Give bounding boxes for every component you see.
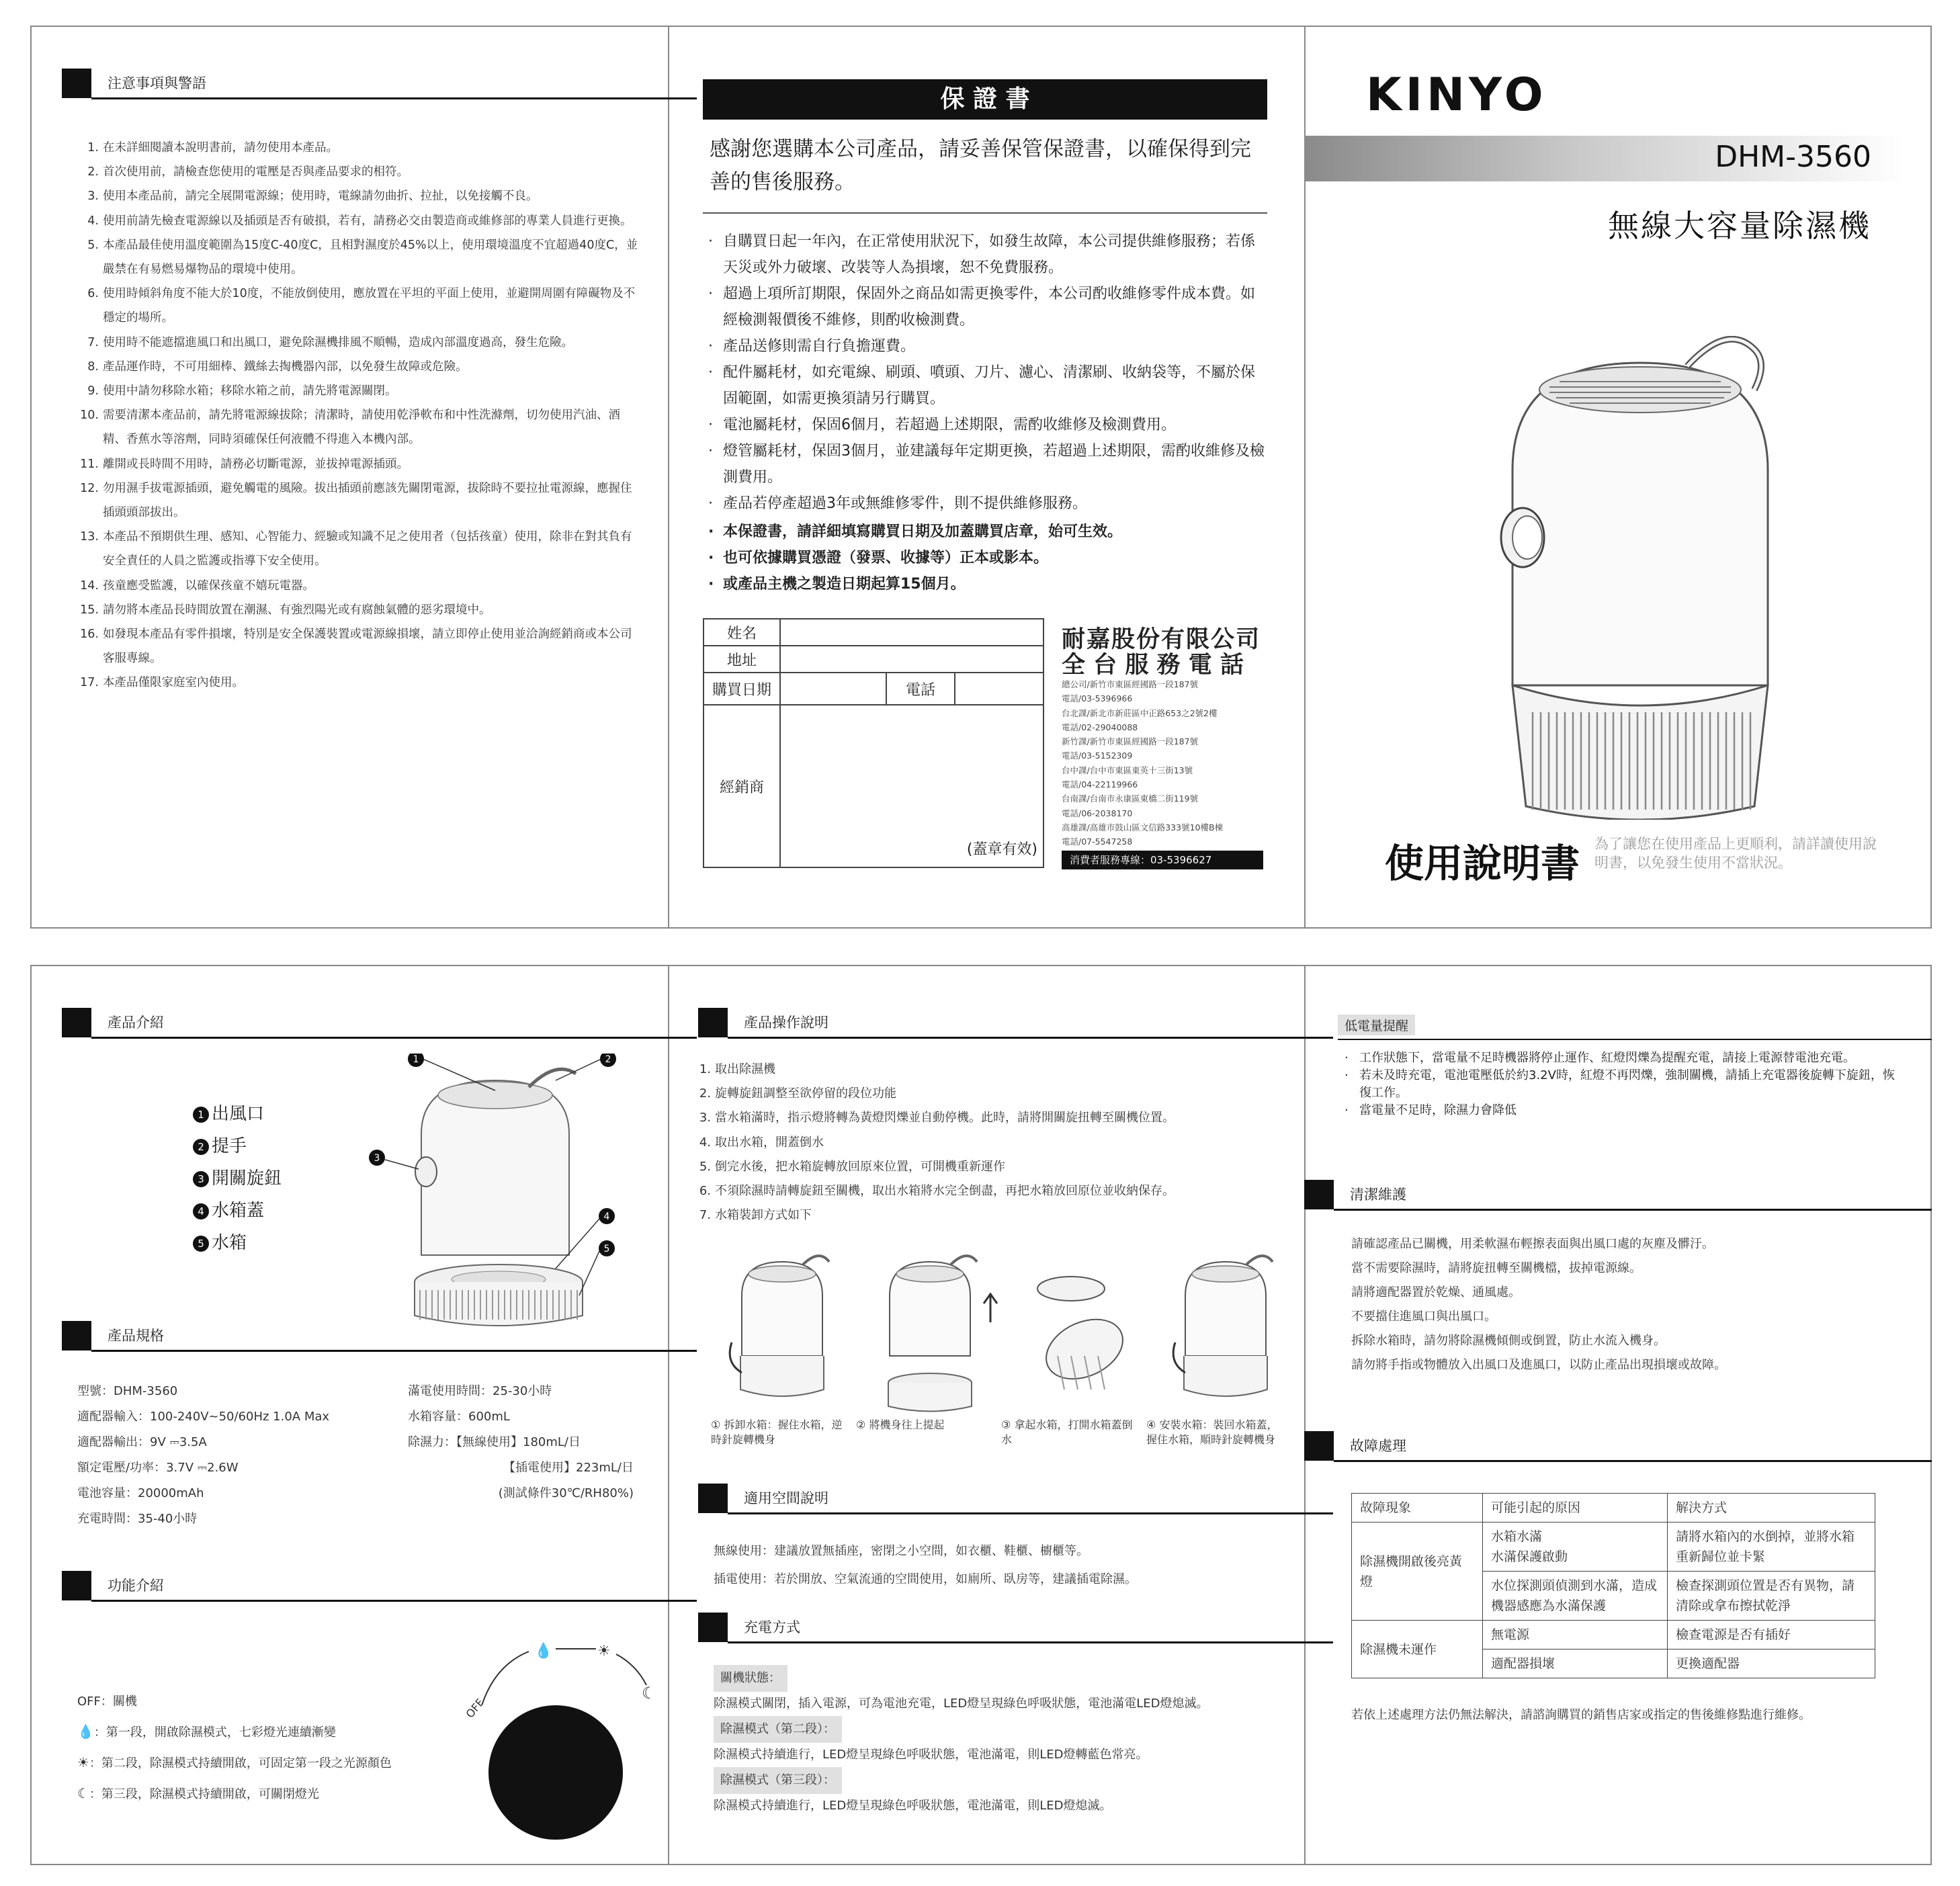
text-line: 台北課/新北市新莊區中正路653之2號2樓 [1062, 708, 1218, 718]
list-item [692, 1155, 1283, 1179]
text-line: 不要擋住進風口與出風口。 [1351, 1310, 1496, 1324]
item-number: 6. [87, 287, 99, 301]
drop-icon: 💧 [534, 1643, 553, 1660]
item-number: 4. [87, 214, 99, 228]
list-item [80, 525, 642, 573]
warranty-title: 保 證 書 [703, 79, 1267, 120]
spec-line: 除濕力：【無線使用】180mL/日 [408, 1435, 581, 1449]
list-item: · 燈管屬耗材，保固3個月，並建議每年定期更換，若超過上述期限，需酌收維修及檢測費用。 [708, 438, 1266, 490]
list-item: · 配件屬耗材，如充電線、刷頭、噴頭、刀片、濾心、清潔刷、收納袋等，不屬於保固範圍，如需更換須請另行購買。 [708, 359, 1266, 412]
item-text: 本產品僅限家庭室內使用。 [103, 676, 244, 690]
caption-number: ③ [1001, 1418, 1015, 1431]
list-item [80, 574, 642, 598]
item-text: 產品運作時，不可用細棒、鐵絲去掏機器內部，以免發生故障或危險。 [103, 359, 468, 374]
section-title: 故障處理 [1350, 1438, 1406, 1454]
tank-step-figure [1173, 1256, 1273, 1396]
function-mode1 [77, 1723, 336, 1740]
th-cause: 可能引起的原因 [1483, 1494, 1668, 1523]
cause-tank-full: 水箱水滿 水滿保護啟動 [1483, 1523, 1668, 1572]
warranty-form [703, 618, 1044, 868]
list-item [80, 379, 642, 403]
cleaning-lines [1351, 1232, 1726, 1377]
item-text: 取出水箱，開蓋倒水 [715, 1135, 824, 1150]
svg-text:3: 3 [374, 1153, 380, 1164]
text-line: 電話/02-29040088 [1062, 722, 1138, 732]
spec-line: 滿電使用時間：25-30小時 [408, 1384, 552, 1398]
list-item: · 當電量不足時，除濕力會降低 [1345, 1102, 1895, 1119]
section-title: 清潔維護 [1350, 1187, 1406, 1203]
text-line: 電話/06-2038170 [1062, 808, 1133, 818]
item-number: 13. [80, 530, 99, 544]
section-title: 注意事項與警語 [108, 75, 206, 91]
parts-list [193, 1098, 282, 1259]
function-mode2 [77, 1754, 392, 1771]
mode1-text: ：第一段，開啟除濕模式，七彩燈光連續漸變 [93, 1725, 336, 1740]
charge-mode-text: 除濕模式持續進行，LED燈呈現綠色呼吸狀態，電池滿電，則LED燈轉藍色常亮。 [714, 1748, 1148, 1762]
form-date-field[interactable] [780, 673, 886, 705]
spec-list-left [77, 1379, 329, 1532]
text-line: 新竹課/新竹市東區經國路一段187號 [1062, 736, 1199, 747]
section-title: 產品規格 [108, 1328, 164, 1344]
list-item: · 若未及時充電，電池電壓低於約3.2V時，紅燈不再閃爍，強制關機，請插上充電器後旋轉下旋鈕，恢復工作。 [1345, 1067, 1895, 1102]
trouble-footer: 若依上述處理方法仍無法解決，請諮詢購買的銷售店家或指定的售後維修點進行維修。 [1351, 1708, 1811, 1722]
item-number: 3. [699, 1111, 711, 1125]
list-item [692, 1058, 1283, 1082]
list-item [692, 1082, 1283, 1106]
item-number: 8. [87, 359, 99, 374]
dial-off-label: OFF [463, 1696, 486, 1721]
list-item: · 也可依據購買憑證（發票、收據等）正本或影本。 [708, 545, 1266, 571]
item-text: 水箱裝卸方式如下 [715, 1208, 812, 1223]
text-line: 適配器輸入：100-240V~50/60Hz 1.0A Max [77, 1410, 330, 1424]
list-item [80, 476, 642, 525]
part-label: 水箱蓋 [212, 1201, 265, 1221]
form-dealer-label: 經銷商 [704, 705, 780, 867]
text-line: 型號：DHM-3560 [77, 1384, 178, 1398]
item-text: 當水箱滿時，指示燈將轉為黃燈閃爍並自動停機。此時，請將開關旋扭轉至關機位置。 [715, 1111, 1175, 1125]
manual-title: 使用說明書 [1385, 841, 1580, 886]
list-item [80, 184, 642, 208]
mode-label: 除濕模式（第二段）： [714, 1716, 842, 1743]
list-item [80, 622, 642, 671]
text-line: 電話/07-5547258 [1062, 837, 1133, 847]
part-number: 1 [193, 1107, 209, 1123]
text-line: 總公司/新竹市東區經國路一段187號 [1062, 679, 1199, 689]
tank-steps-illustration [708, 1248, 1286, 1416]
item-text: 首次使用前，請檢查您使用的電壓是否與產品要求的相符。 [103, 165, 409, 179]
text-line: 請確認產品已關機，用柔軟濕布輕擦表面與出風口處的灰塵及髒汙。 [1351, 1237, 1714, 1251]
intro-panel [32, 966, 668, 1864]
item-text: 倒完水後，把水箱旋轉放回原來位置，可開機重新運作 [715, 1159, 1005, 1174]
notice-list [80, 136, 642, 695]
symptom-yellow-light: 除濕機開啟後亮黃燈 [1352, 1523, 1483, 1621]
tank-step-figure [888, 1256, 997, 1411]
text-line: 額定電壓/功率：3.7V ⎓2.6W [77, 1461, 239, 1475]
brand-logo: KINYO [1366, 69, 1547, 122]
item-number: 5. [87, 238, 99, 252]
text-line: 適配器輸出：9V ⎓3.5A [77, 1435, 207, 1449]
step-caption [711, 1418, 845, 1447]
item-number: 17. [80, 676, 99, 690]
text-line: 充電時間：35-40小時 [77, 1512, 198, 1526]
divider [703, 212, 1267, 214]
sun-icon: ☀ [77, 1754, 89, 1770]
item-number: 1. [87, 141, 99, 155]
part-label: 出風口 [212, 1104, 265, 1124]
item-text: 離開或長時間不用時，請務必切斷電源，並拔掉電源插頭。 [103, 457, 409, 471]
list-item: · 產品送修則需自行負擔運費。 [708, 333, 1266, 359]
section-header [698, 1008, 1333, 1035]
text-line: 電話/03-5152309 [1062, 751, 1133, 761]
cause-no-power: 無電源 [1483, 1621, 1668, 1649]
section-header [698, 1613, 1333, 1639]
form-dealer-field[interactable] [780, 705, 1043, 867]
item-number: 7. [87, 335, 99, 349]
item-text: 孩童應受監護，以確保孩童不嬉玩電器。 [103, 578, 314, 593]
list-item: · 超過上項所訂期限，保固外之商品如需更換零件，本公司酌收維修零件成本費。如經檢測報價後不維修，則酌收檢測費。 [708, 281, 1266, 333]
bottom-sheet [30, 965, 1932, 1865]
cause-sensor: 水位探測頭偵測到水滿，造成機器感應為水滿保護 [1483, 1572, 1668, 1621]
manual-subtitle: 為了讓您在使用產品上更順利，請詳讀使用說明書，以免發生使用不當狀況。 [1594, 836, 1877, 871]
text-line: 電話/04-22119966 [1062, 779, 1138, 790]
part-label: 提手 [212, 1136, 247, 1156]
svg-text:5: 5 [603, 1244, 610, 1254]
item-number: 5. [699, 1159, 711, 1174]
consumer-line: 消費者服務專線：03-5396627 [1062, 851, 1263, 869]
svg-text:4: 4 [603, 1211, 610, 1222]
dial-knob [488, 1705, 623, 1840]
item-text: 如發現本產品有零件損壞，特別是安全保護裝置或電源線損壞，請立即停止使用並洽詢經銷商或本公司客服專線。 [103, 628, 632, 666]
text-line: 台中課/台中市東區東英十三街13號 [1062, 765, 1193, 775]
mode2-text: ：第二段，除濕模式持續開啟，可固定第一段之光源顏色 [89, 1756, 392, 1770]
trouble-table [1351, 1493, 1875, 1678]
charge-mode-text: 除濕模式持續進行，LED燈呈現綠色呼吸狀態，電池滿電，則LED燈熄滅。 [714, 1799, 1112, 1813]
form-name-field[interactable] [780, 619, 1043, 646]
fix-no-power: 檢查電源是否有插好 [1668, 1621, 1875, 1649]
mode-label: 關機狀態： [714, 1665, 787, 1692]
moon-icon: ☾ [77, 1785, 89, 1801]
section-title: 產品介紹 [108, 1015, 164, 1031]
list-item [80, 452, 642, 476]
text-line: 電話/03-5396966 [1062, 693, 1133, 704]
list-item [80, 598, 642, 622]
fix-adapter: 更換適配器 [1668, 1649, 1875, 1678]
list-item [692, 1179, 1283, 1203]
tank-step-figure [730, 1256, 829, 1396]
svg-text:1: 1 [413, 1054, 419, 1065]
list-item [80, 671, 642, 695]
item-number: 9. [87, 384, 99, 398]
text-line: 當不需要除濕時，請將旋扭轉至關機檔，拔掉電源線。 [1351, 1261, 1642, 1275]
parts-diagram [354, 1054, 636, 1336]
item-number: 1. [699, 1062, 711, 1076]
tank-step-figure [1037, 1277, 1133, 1391]
charge-mode-label [714, 1665, 1224, 1692]
part-item [193, 1227, 282, 1259]
item-text: 勿用濕手拔電源插頭，避免觸電的風險。拔出插頭前應該先關閉電源，拔除時不要拉扯電源線，應握住插頭頭部拔出。 [103, 481, 632, 520]
caption-text: 拿起水箱，打開水箱蓋倒水 [1001, 1418, 1133, 1446]
item-number: 14. [80, 578, 99, 593]
stamp-note: (蓋章有效) [966, 841, 1037, 858]
fix-sensor: 檢查探測頭位置是否有異物，請清除或拿布擦拭乾淨 [1668, 1572, 1875, 1621]
text-line: 插電使用：若於開放、空氣流通的空間使用，如廁所、臥房等，建議插電除濕。 [714, 1572, 1137, 1586]
part-item [193, 1162, 282, 1195]
office-list [1062, 677, 1270, 849]
item-text: 使用中請勿移除水箱；移除水箱之前，請先將電源關閉。 [103, 384, 397, 398]
item-text: 不須除濕時請轉旋鈕至關機，取出水箱將水完全倒盡，再把水箱放回原位並收納保存。 [715, 1184, 1175, 1199]
list-item [80, 233, 642, 282]
list-item [80, 403, 642, 452]
text-line: 電池容量：20000mAh [77, 1486, 204, 1500]
list-item: · 本保證書，請詳細填寫購買日期及加蓋購買店章，始可生效。 [708, 519, 1266, 545]
mode3-text: ：第三段，除濕模式持續開啟，可關閉燈光 [89, 1787, 319, 1801]
warranty-panel [668, 27, 1304, 927]
th-fix: 解決方式 [1668, 1494, 1875, 1523]
product-illustration [1486, 336, 1795, 820]
part-label: 開關旋鈕 [212, 1168, 282, 1189]
section-title: 充電方式 [744, 1619, 800, 1635]
caption-text: 將機身往上提起 [869, 1418, 945, 1431]
part-number: 4 [193, 1203, 209, 1219]
list-item [80, 282, 642, 330]
model-number: DHM-3560 [1715, 140, 1871, 174]
list-item [692, 1203, 1283, 1228]
svg-text:2: 2 [605, 1054, 611, 1065]
product-name: 無線大容量除濕機 [1608, 208, 1871, 244]
step-caption [856, 1418, 990, 1432]
item-text: 使用時傾斜角度不能大於10度，不能放倒使用，應放置在平坦的平面上使用，並避開周圍有障礙物及不穩定的場所。 [103, 287, 636, 325]
part-item [193, 1195, 282, 1227]
space-lines [714, 1537, 1137, 1594]
form-date-label: 購買日期 [704, 673, 780, 705]
caption-text: 安裝水箱：裝回水箱蓋，握住水箱，順時針旋轉機身 [1146, 1418, 1278, 1446]
text-line: 無線使用：建議放置無插座，密閉之小空間，如衣櫃、鞋櫃、櫥櫃等。 [714, 1544, 1089, 1558]
lowbattery-list [1345, 1049, 1895, 1119]
form-phone-label: 電話 [886, 673, 955, 705]
item-number: 16. [80, 628, 99, 642]
cover-panel [1304, 27, 1932, 927]
item-text: 需要清潔本產品前，請先將電源線拔除；清潔時，請使用乾淨軟布和中性洗滌劑，切勿使用汽油、酒精、香蕉水等溶劑，同時須確保任何液體不得進入本機內部。 [103, 409, 620, 447]
item-text: 取出除濕機 [715, 1062, 775, 1076]
symptom-not-running: 除濕機未運作 [1352, 1621, 1483, 1678]
drop-icon: 💧 [77, 1723, 94, 1740]
part-item [193, 1130, 282, 1162]
list-item [692, 1106, 1283, 1130]
item-number: 4. [699, 1135, 711, 1150]
list-item [80, 355, 642, 379]
moon-icon: ☾ [642, 1684, 656, 1703]
maintenance-panel [1304, 966, 1932, 1864]
form-address-field[interactable] [780, 646, 1043, 673]
section-header [698, 1484, 1333, 1510]
list-item [80, 209, 642, 233]
part-number: 3 [193, 1171, 209, 1187]
text-line: 高雄課/高雄市鼓山區文信路333號10樓B棟 [1062, 822, 1224, 832]
lowbattery-header [1338, 1015, 1932, 1041]
part-number: 5 [193, 1236, 209, 1252]
item-text: 本產品不預期供生理、感知、心智能力、經驗或知識不足之使用者（包括孩童）使用，除非在對其負有安全責任的人員之監護或指導下安全使用。 [103, 530, 632, 568]
list-item [692, 1131, 1283, 1155]
spec-line: (測試條件30℃/RH80%) [498, 1486, 634, 1500]
operation-steps [692, 1058, 1283, 1228]
part-number: 2 [193, 1139, 209, 1155]
form-address-label: 地址 [704, 646, 780, 673]
form-name-label: 姓名 [704, 619, 780, 646]
item-text: 請勿將本產品長時間放置在潮濕、有強烈陽光或有腐蝕氣體的惡劣環境中。 [103, 603, 491, 617]
part-item [193, 1098, 282, 1130]
function-mode3 [77, 1785, 319, 1802]
item-text: 在未詳細閱讀本說明書前，請勿使用本產品。 [103, 141, 338, 155]
warranty-validity [708, 519, 1266, 597]
warranty-thanks: 感謝您選購本公司產品，請妥善保管保證書，以確保得到完善的售後服務。 [710, 137, 1251, 194]
list-item: · 或產品主機之製造日期起算15個月。 [708, 571, 1266, 597]
charge-mode-label [714, 1767, 1224, 1794]
th-symptom: 故障現象 [1352, 1494, 1483, 1523]
section-header [1304, 1180, 1932, 1207]
caption-number: ① [711, 1418, 724, 1431]
item-number: 11. [80, 457, 99, 471]
text-line: 拆除水箱時，請勿將除濕機傾側或倒置，防止水流入機身。 [1351, 1334, 1666, 1348]
item-text: 本產品最佳使用溫度範圍為15度C-40度C，且相對濕度於45%以上，使用環境溫度不宜超過40度C，並嚴禁在有易燃易爆物品的環境中使用。 [103, 238, 638, 277]
spec-list-right [408, 1379, 634, 1506]
step-caption [1001, 1418, 1136, 1447]
sun-icon: ☀ [597, 1643, 611, 1660]
item-number: 3. [87, 189, 99, 204]
item-text: 旋轉旋鈕調整至欲停留的段位功能 [715, 1086, 896, 1101]
step-caption [1146, 1418, 1281, 1447]
top-sheet [30, 26, 1932, 929]
charging-blocks [714, 1665, 1224, 1818]
section-header [1304, 1431, 1932, 1458]
company-name: 耐嘉股份有限公司 [1062, 626, 1261, 653]
spec-line: 【插電使用】223mL/日 [503, 1461, 634, 1475]
charge-mode-text: 除濕模式關閉，插入電源，可為電池充電，LED燈呈現綠色呼吸狀態，電池滿電LED燈熄滅。 [714, 1697, 1209, 1711]
warranty-terms [708, 228, 1266, 517]
list-item [80, 160, 642, 184]
charge-mode-label [714, 1716, 1224, 1743]
section-header [62, 1321, 697, 1348]
lowbattery-title: 低電量提醒 [1338, 1015, 1415, 1035]
section-header [62, 1008, 697, 1035]
function-off: OFF：關機 [77, 1695, 137, 1709]
text-line: 請勿將手指或物體放入出風口及進風口，以防止產品出現損壞或故障。 [1351, 1358, 1726, 1372]
item-number: 6. [699, 1184, 711, 1199]
form-phone-field[interactable] [955, 673, 1043, 705]
item-number: 2. [87, 165, 99, 179]
section-header [62, 69, 697, 95]
list-item: · 工作狀態下，當電量不足時機器將停止運作、紅燈閃爍為提醒充電，請接上電源替電池充電。 [1345, 1049, 1895, 1067]
notice-panel [32, 27, 668, 927]
list-item [80, 136, 642, 160]
step-captions [711, 1418, 1289, 1471]
item-text: 使用時不能遮擋進風口和出風口，避免除濕機排風不順暢，造成內部溫度過高，發生危險。 [103, 335, 573, 349]
section-header [62, 1571, 697, 1598]
spec-line: 水箱容量：600mL [408, 1410, 510, 1424]
item-number: 15. [80, 603, 99, 617]
cause-adapter: 適配器損壞 [1483, 1649, 1668, 1678]
mode-dial [455, 1625, 656, 1846]
caption-number: ② [856, 1418, 869, 1431]
caption-number: ④ [1146, 1418, 1160, 1431]
section-title: 功能介紹 [108, 1578, 164, 1594]
text-line: 台南課/台南市永康區東橋二街119號 [1062, 794, 1199, 804]
part-label: 水箱 [212, 1233, 247, 1253]
item-number: 10. [80, 409, 99, 423]
mode-label: 除濕模式（第三段）： [714, 1767, 842, 1794]
item-number: 2. [699, 1086, 711, 1101]
hotline-title: 全 台 服 務 電 話 [1062, 652, 1244, 679]
item-number: 7. [699, 1208, 711, 1223]
list-item: · 自購買日起一年內，在正常使用狀況下，如發生故障，本公司提供維修服務；若係天災或外力破壞、改裝等人為損壞，恕不免費服務。 [708, 228, 1266, 281]
fix-tank-full: 請將水箱內的水倒掉，並將水箱重新歸位並卡緊 [1668, 1523, 1875, 1572]
list-item: · 電池屬耗材，保固6個月，若超過上述期限，需酌收維修及檢測費用。 [708, 412, 1266, 438]
section-title: 產品操作說明 [744, 1015, 828, 1031]
list-item: · 產品若停產超過3年或無維修零件，則不提供維修服務。 [708, 490, 1266, 517]
list-item [80, 331, 642, 355]
item-text: 使用前請先檢查電源線以及插頭是否有破損，若有，請務必交由製造商或維修部的專業人員進行更換。 [103, 214, 632, 228]
item-text: 使用本產品前，請完全展開電源線；使用時，電線請勿曲折、拉扯，以免接觸不良。 [103, 189, 538, 204]
item-number: 12. [80, 481, 99, 495]
caption-text: 拆卸水箱：握住水箱，逆時針旋轉機身 [711, 1418, 843, 1446]
operation-panel [668, 966, 1304, 1864]
text-line: 請將適配器置於乾燥、通風處。 [1351, 1285, 1521, 1299]
section-title: 適用空間說明 [744, 1490, 828, 1506]
